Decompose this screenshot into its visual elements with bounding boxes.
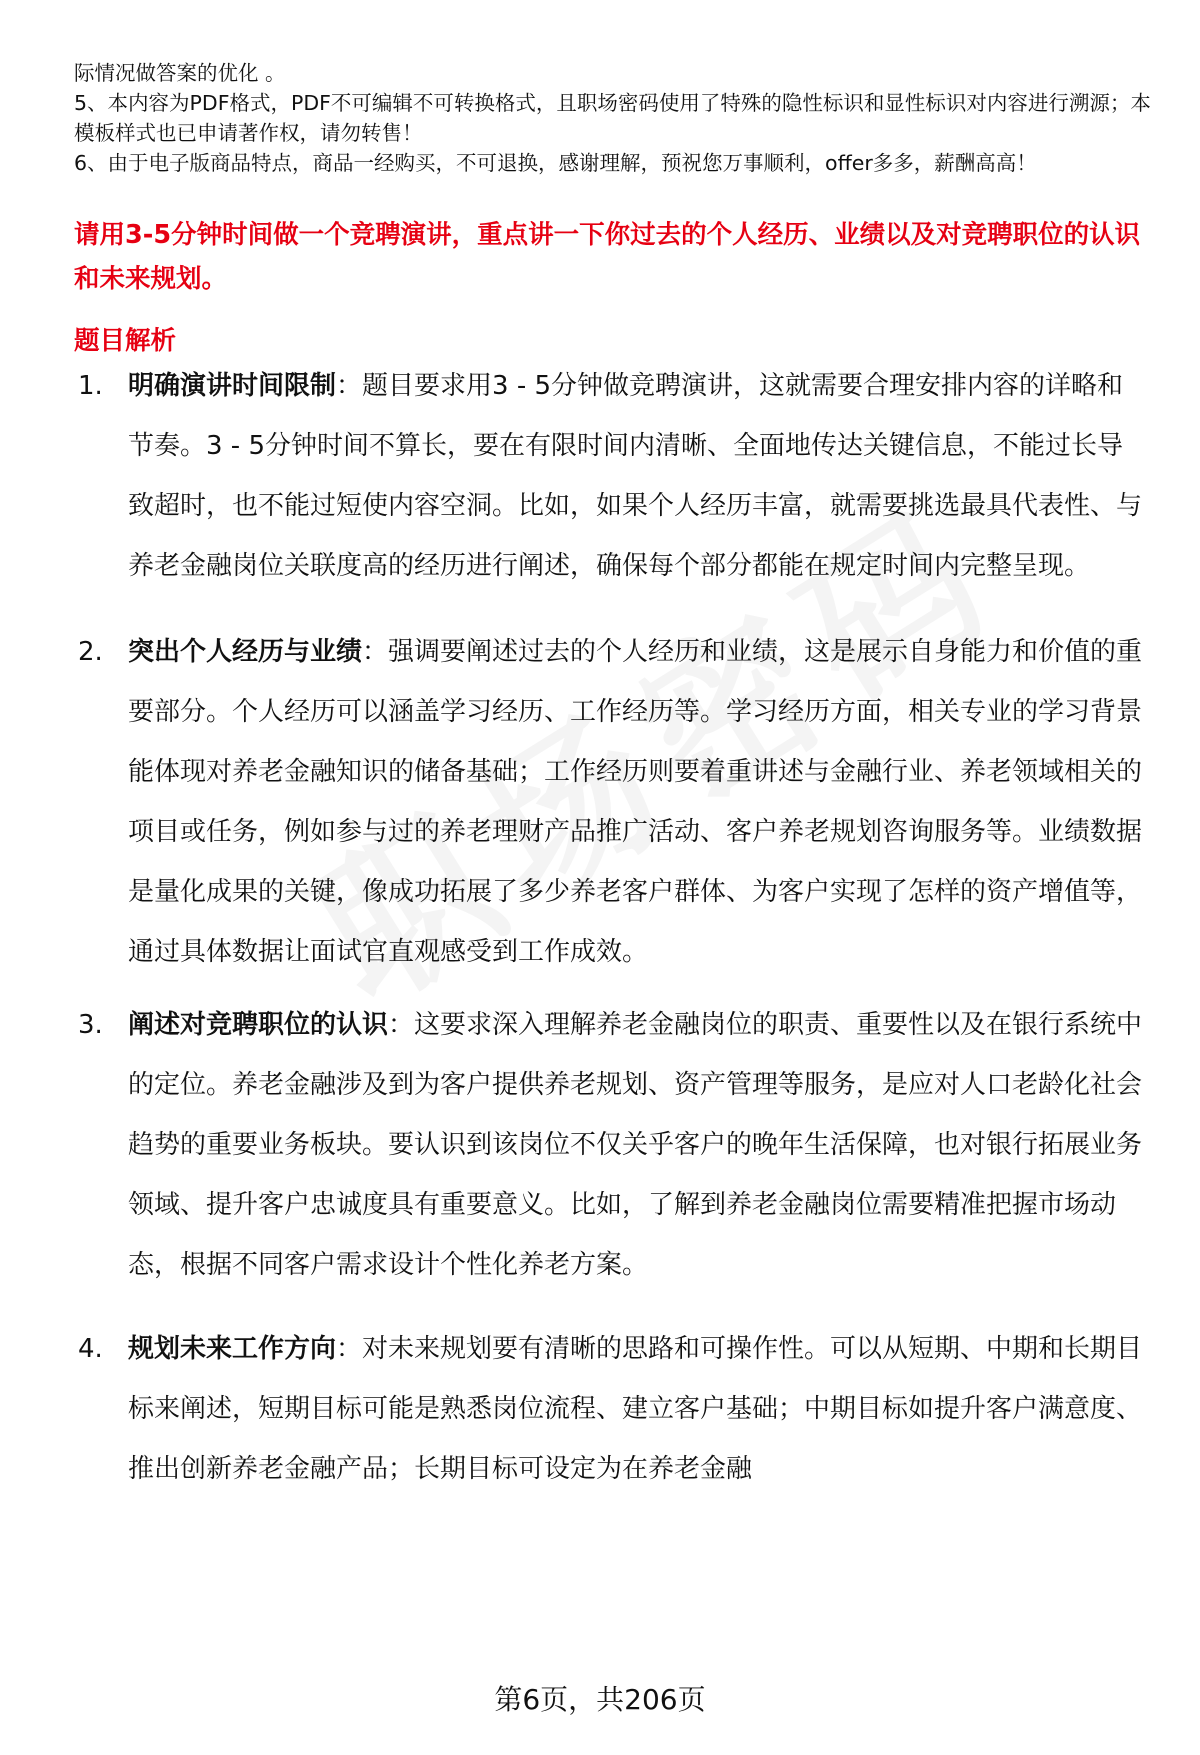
item-number: 4. <box>78 1334 103 1364</box>
page-footer: 第6页，共206页 <box>494 1683 706 1716</box>
item-text: ：强调要阐述过去的个人经历和业绩，这是展示自身能力和价值的重要部分。个人经历可以涵盖学习经历、工作经历等。学习经历方面，相关专业的学习背景能体现对养老金融知识的储备基础；工作经历则要着重讲述与金融行业、养老领域相关的项目或任务，例如参与过的养老理财产品推广活动、客户养老规划咨询服务等。业绩数据是量化成果的关键，像成功拓展了多少养老客户群体、为客户实现了怎样的资产增值等，通过具体数据让面试官直观感受到工作成效。 <box>128 637 1143 967</box>
item-heading: 突出个人经历与业绩 <box>128 637 363 667</box>
item-heading: 规划未来工作方向 <box>128 1334 337 1364</box>
note-line-6: 6、由于电子版商品特点，商品一经购买，不可退换，感谢理解，预祝您万事顺利，offer多多，薪酬高高！ <box>74 151 1037 175</box>
item-text: ：题目要求用3 - 5分钟做竞聘演讲，这就需要合理安排内容的详略和节奏。3 - 5分钟时间不算长，要在有限时间内清晰、全面地传达关键信息，不能过长导致超时，也不能过短使内容空洞。比如，如果个人经历丰富，就需要挑选最具代表性、与养老金融岗位关联度高的经历进行阐述，确保每个部分都能在规定时间内完整呈现。 <box>128 371 1143 581</box>
section-title: 题目解析 <box>74 326 177 356</box>
item-body <box>128 995 1148 1295</box>
item-text: ：对未来规划要有清晰的思路和可操作性。可以从短期、中期和长期目标来阐述，短期目标可能是熟悉岗位流程、建立客户基础；中期目标如提升客户满意度、推出创新养老金融产品；长期目标可设定为在养老金融 <box>128 1334 1143 1484</box>
item-number: 3. <box>78 1010 103 1040</box>
note-line-5: 5、本内容为PDF格式，PDF不可编辑不可转换格式，且职场密码使用了特殊的隐性标识和显性标识对内容进行溯源；本模板样式也已申请著作权，请勿转售！ <box>74 91 1151 145</box>
note-line-1: 际情况做答案的优化 。 <box>74 61 286 85</box>
item-number: 1. <box>78 371 103 401</box>
question-heading: 请用3-5分钟时间做一个竞聘演讲，重点讲一下你过去的个人经历、业绩以及对竞聘职位的认识和未来规划。 <box>74 220 1141 294</box>
item-body <box>128 1319 1148 1499</box>
item-heading: 阐述对竞聘职位的认识 <box>128 1010 389 1040</box>
item-text: ：这要求深入理解养老金融岗位的职责、重要性以及在银行系统中的定位。养老金融涉及到为客户提供养老规划、资产管理等服务，是应对人口老龄化社会趋势的重要业务板块。要认识到该岗位不仅关乎客户的晚年生活保障，也对银行拓展业务领域、提升客户忠诚度具有重要意义。比如，了解到养老金融岗位需要精准把握市场动态，根据不同客户需求设计个性化养老方案。 <box>128 1010 1143 1280</box>
item-number: 2. <box>78 637 103 667</box>
notes-block <box>74 58 1164 178</box>
item-body <box>128 356 1148 596</box>
item-body <box>128 622 1148 982</box>
item-heading: 明确演讲时间限制 <box>128 371 337 401</box>
